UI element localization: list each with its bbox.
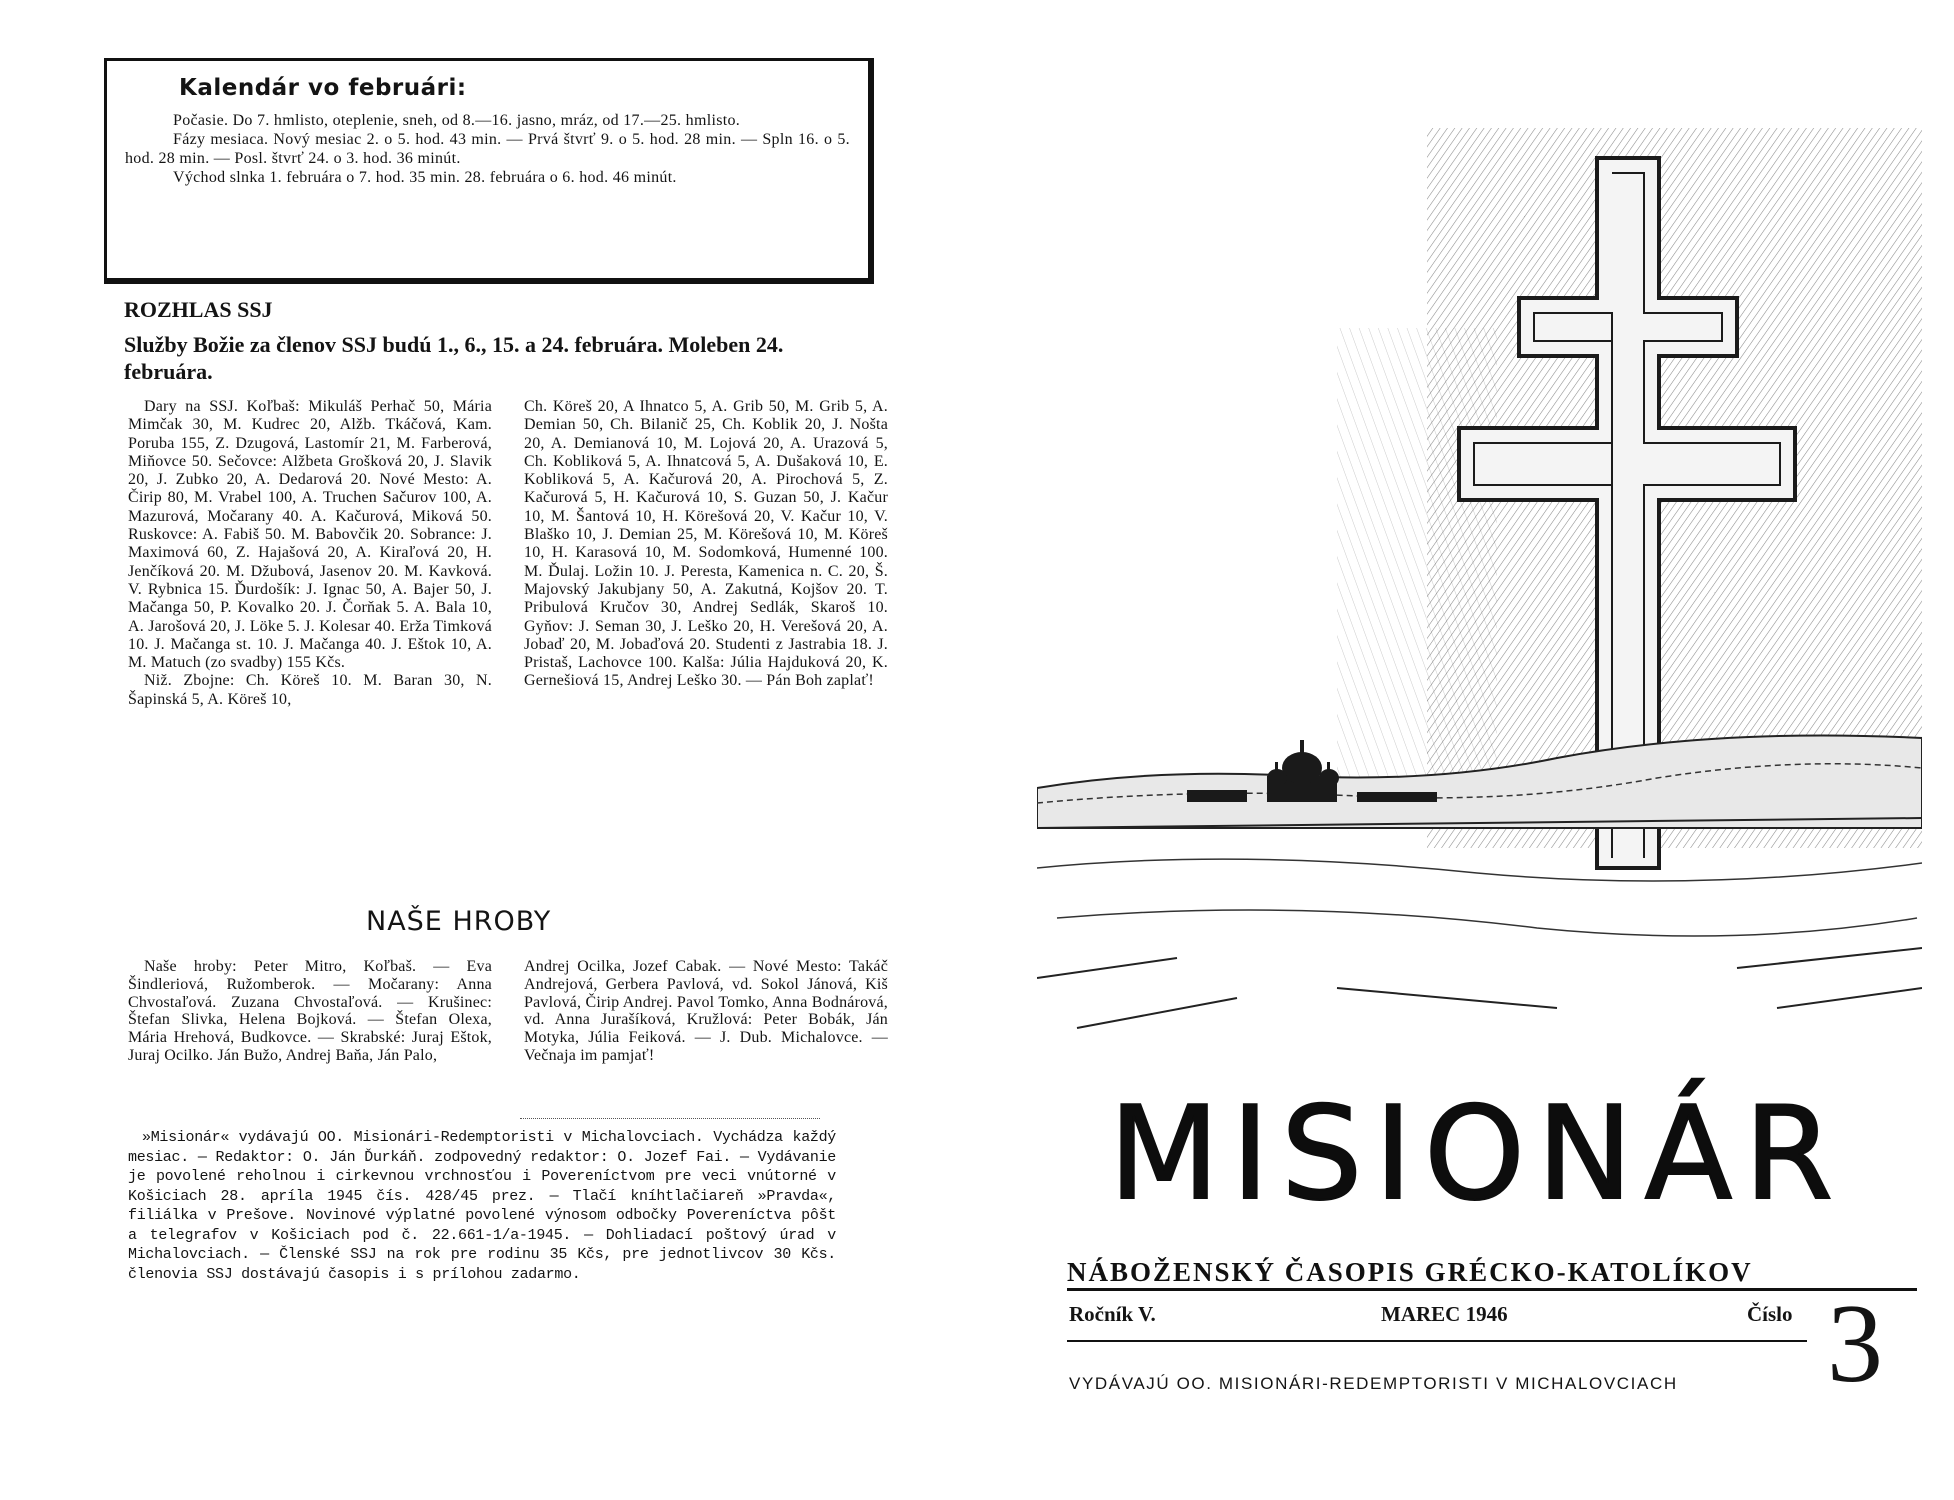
- calendar-weather: Počasie. Do 7. hmlisto, oteplenie, sneh, od 8.—16. jasno, mráz, od 17.—25. hmlisto.: [173, 112, 741, 129]
- gifts-column-1: [128, 398, 492, 898]
- subtitle-rule: [1067, 1288, 1917, 1291]
- gifts-column-2: [524, 398, 888, 898]
- gifts-paragraph: Dary na SSJ. Koľbaš: Mikuláš Perhač 50, Mária Mimčak 30, M. Kudrec 20, Alžb. Tkáčová, Kam. Poruba 155, Z. Dzugová, Lastomír 21, M. Farberová, Miňovce 50. Sečovce: Alžbeta Grošková 20, J. Slavik 20, J. Zubko 20, A. Dedarová 20. Nové Mesto: A. Čirip 80, M. Vrabel 100, A. Truchen Sačurov 100, A. Mazurová, Močarany 40. A. Kačurová, Miková 50. Ruskovce: A. Fabiš 50. M. Babovčik 20. Sobrance: J. Maximová 60, Z. Hajašová 20, A. Kiraľová 20, H. Jenčíková 20. M. Džubová, Jasenov 20. M. Kavková. V. Rybnica 15. Ďurdošík: J. Ignac 50, A. Bajer 50, J. Mačanga 50, P. Kovalko 20. J. Čorňak 5. A. Bala 10, A. Jarošová 20, J. Löke 5. J. Kolesar 40. Erža Timková 10. J. Mačanga st. 10. J. Mačanga 40. J. Eštok 10, A. M. Matuch (zo svadby) 155 Kčs.: [128, 398, 492, 672]
- calendar-box: [104, 58, 874, 284]
- issue-date: MAREC 1946: [1381, 1302, 1508, 1326]
- issue-year: Ročník V.: [1069, 1302, 1156, 1326]
- graves-title: NAŠE HROBY: [366, 906, 552, 937]
- masthead-title: MISIONÁR: [1108, 1080, 1846, 1229]
- field-lines: [1037, 859, 1922, 936]
- calendar-sunrise: Východ slnka 1. februára o 7. hod. 35 min. 28. februára o 6. hod. 46 minút.: [173, 169, 677, 186]
- cover-page: [977, 0, 1954, 1500]
- graves-paragraph: Naše hroby: Peter Mitro, Koľbaš. — Eva Šindleriová, Ružomberok. — Močarany: Anna Chvostaľová. Zuzana Chvostaľová. — Krušinec: Štefan Slivka, Helena Bojková. — Štefan Olexa, Mária Hrehová, Budkovce. — Skrabské: Juraj Eštok, Juraj Ocilko. Ján Bužo, Andrej Baňa, Ján Palo,: [128, 958, 492, 1064]
- radio-section: [124, 297, 860, 385]
- graves-column-1: [128, 958, 492, 1118]
- cover-publisher-line: VYDÁVAJÚ OO. MISIONÁRI-REDEMPTORISTI V MICHALOVCIACH: [1069, 1374, 1678, 1393]
- issue-rule: [1067, 1340, 1807, 1342]
- issue-number-label: Číslo: [1747, 1302, 1793, 1326]
- masthead: [1037, 1080, 1917, 1230]
- issue-number: 3: [1827, 1282, 1883, 1406]
- graves-columns: [128, 958, 888, 1118]
- masthead-subtitle: NÁBOŽENSKÝ ČASOPIS GRÉCKO-KATOLÍKOV: [1067, 1257, 1753, 1287]
- gifts-columns: [128, 398, 888, 898]
- graves-paragraph: Andrej Ocilka, Jozef Cabak. — Nové Mesto: Takáč Andrejová, Gerbera Pavlová, vd. Sokol Jánová, Kiš Pavlová, Čirip Andrej. Pavol Tomko, Anna Bodnárová, vd. Anna Jurašíková, Kružlová: Peter Bobák, Ján Motyka, Júlia Feiková. — J. Dub. Michalovce. — Večnaja im pamjať!: [524, 958, 888, 1064]
- calendar-moon-phases: Fázy mesiaca. Nový mesiac 2. o 5. hod. 43 min. — Prvá štvrť 9. o 5. hod. 28 min. — Spln 16. o 5. hod. 28 min. — Posl. štvrť 24. o 3. hod. 36 minút.: [125, 131, 850, 167]
- gifts-paragraph: Niž. Zbojne: Ch. Köreš 10. M. Baran 30, N. Šapinská 5, A. Köreš 10,: [128, 672, 492, 708]
- cover-illustration: [1037, 128, 1922, 1218]
- sky-shading-light: [1337, 328, 1497, 808]
- radio-title: ROZHLAS SSJ: [124, 297, 273, 322]
- publisher-info: »Misionár« vydávajú OO. Misionári-Redemptoristi v Michalovciach. Vychádza každý mesiac. — Redaktor: O. Ján Ďurkáň. zodpovedný redaktor: O. Jozef Fai. — Vydávanie je povolené reholnou i cirkevnou vrchnosťou i Povereníctvom pre veci vnútorné v Košiciach 28. apríla 1945 čís. 428/45 prez. — Tlačí kníhtlačiareň »Pravda«, filiálka v Prešove. Novinové výplatné povolené výnosom odbočky Povereníctva pôšt a telegrafov v Košiciach pod č. 22.661-1/a-1945. — Dohliadací poštový úrad v Michalovciach. — Členské SSJ na rok pre rodinu 35 Kčs, pre jednotlivcov 30 Kčs. členovia SSJ dostávajú časopis i s prílohou zadarmo.: [128, 1129, 836, 1283]
- section-divider: [520, 1118, 820, 1119]
- foreground-strokes: [1037, 948, 1922, 1028]
- graves-column-2: [524, 958, 888, 1118]
- radio-text: Služby Božie za členov SSJ budú 1., 6., 15. a 24. februára. Moleben 24. februára.: [124, 332, 784, 384]
- calendar-title: Kalendár vo februári:: [179, 75, 467, 101]
- gifts-paragraph: Ch. Köreš 20, A Ihnatco 5, A. Grib 50, M. Grib 5, A. Demian 50, Ch. Bilanič 25, Ch. Koblik 20, J. Nošta 20, A. Demianová 10, M. Lojová 20, A. Urazová 5, Ch. Kobliková 5, A. Ihnatcová 5, A. Dušaková 10, E. Kobliková 5, A. Kačurová 20, A. Pirochová 5, Z. Kačurová 5, H. Kačurová 10, S. Guzan 50, J. Kačur 10, M. Šantová 10, H. Körešová 20, V. Kačur 10, V. Blaško 10, J. Demian 25, M. Körešová 10, M. Köreš 10, H. Karasová 10, M. Sodomková, Humenné 100. M. Ďulaj. Ložin 10. J. Peresta, Kamenica n. C. 20, Š. Majovský Jakubjany 50, A. Zakutná, Kojšov 20. T. Pribulová Kručov 30, Andrej Sedlák, Skaroš 10. Gyňov: J. Seman 30, J. Leško 20, H. Verešová 20, A. Jobaď 20, M. Jobaďová 20. Studenti z Jastrabia 18. J. Pristaš, Lachovce 100. Kalša: Júlia Hajduková 20, K. Gernešiová 15, Andrej Leško 30. — Pán Boh zaplať!: [524, 398, 888, 690]
